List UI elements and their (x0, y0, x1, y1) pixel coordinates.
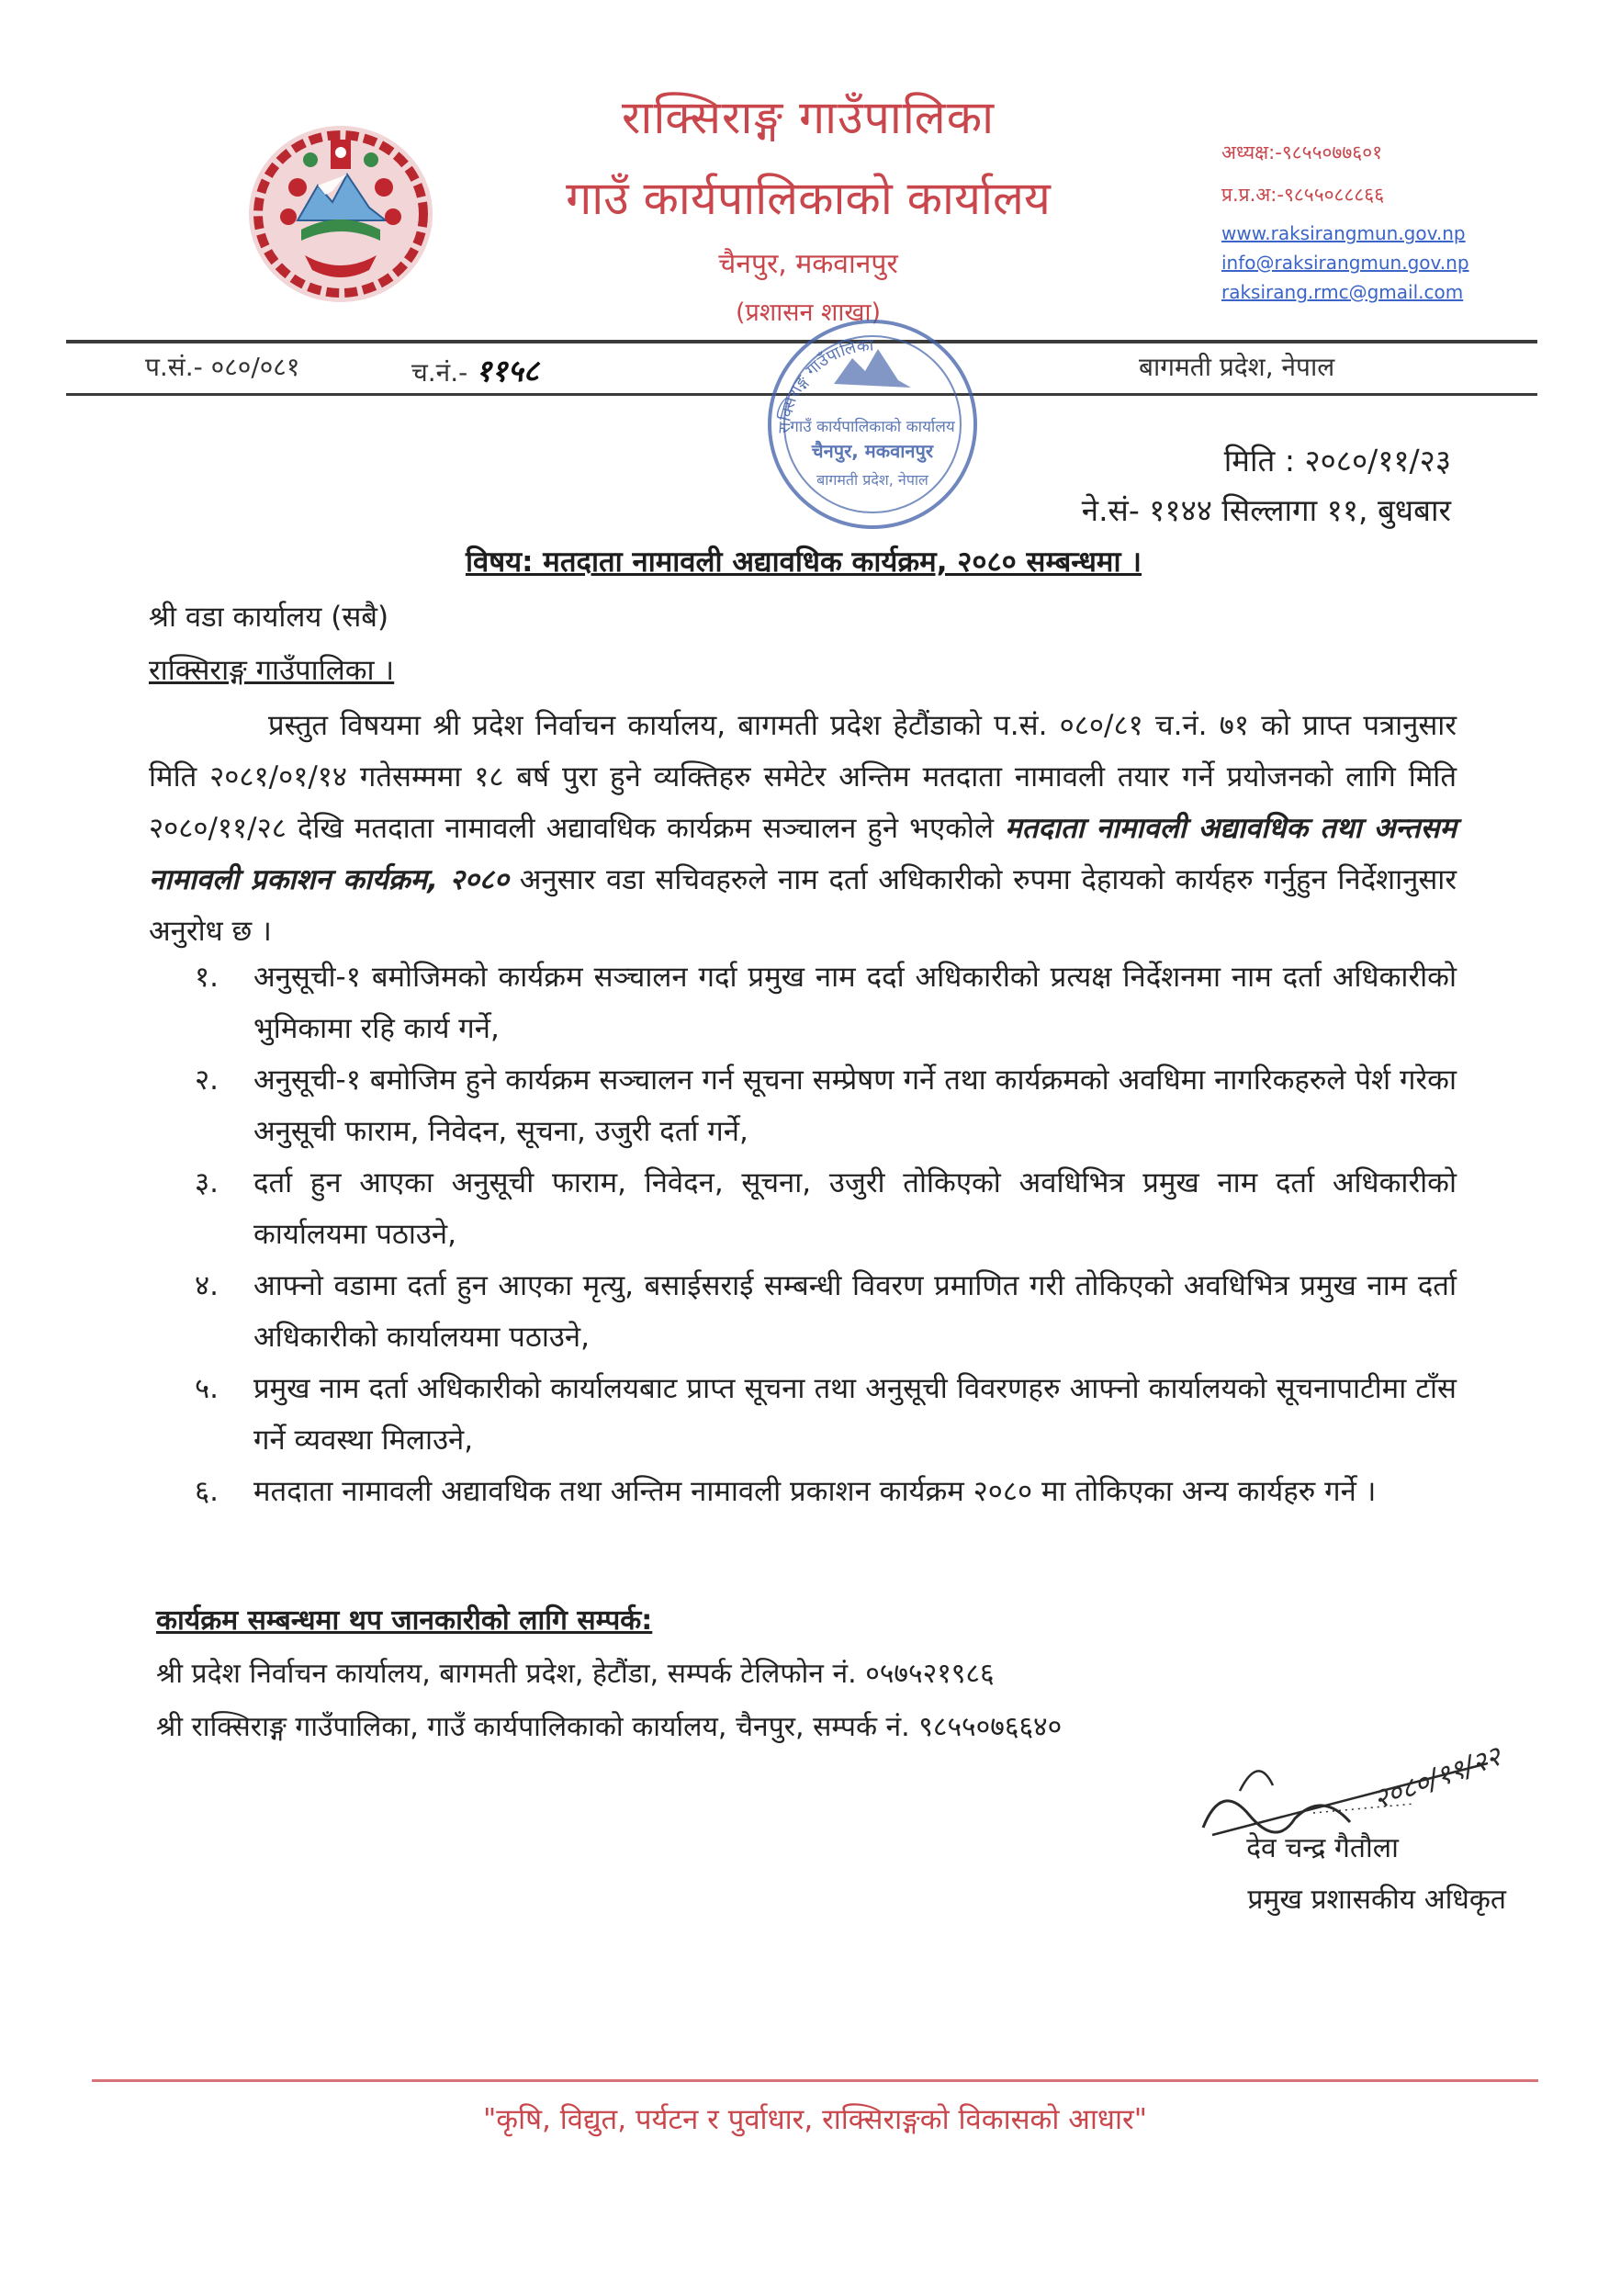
list-item-number: ५. (195, 1372, 219, 1405)
contact-line-election-office: श्री प्रदेश निर्वाचन कार्यालय, बागमती प्रदेश, हेटौंडा, सम्पर्क टेलिफोन नं. ०५७५२१९८६ (156, 1658, 995, 1690)
body-part2: अनुसार वडा सचिवहरुले नाम दर्ता अधिकारीको रुपमा देहायको कार्यहरु गर्नुहुन निर्देशानुसार अनुरोध छ । (149, 863, 1457, 948)
stamp-text-province: बागमती प्रदेश, नेपाल (816, 471, 928, 489)
list-item-number: २. (195, 1064, 219, 1097)
nepal-sambat-date: ने.सं- ११४४ सिल्लागा ११, बुधबार (1081, 492, 1451, 528)
email-link-info[interactable]: info@raksirangmun.gov.np (1221, 252, 1469, 274)
list-item-number: १. (195, 961, 219, 994)
signature-date: २०८०/११/२२ (1368, 1740, 1506, 1817)
list-item-text: दर्ता हुन आएका अनुसूची फाराम, निवेदन, सूचना, उजुरी तोकिएको अवधिभित्र प्रमुख नाम दर्ता अधिकारीको कार्यालयमा पठाउने, (253, 1166, 1457, 1251)
instruction-list (195, 951, 1457, 1517)
list-item (195, 1260, 1457, 1363)
addressee-line2: राक्सिराङ्ग गाउँपालिका । (149, 654, 395, 687)
stamp-text-office: गाउँ कार्यपालिकाको कार्यालय (790, 418, 955, 436)
list-item-text: अनुसूची-१ बमोजिमको कार्यक्रम सञ्चालन गर्दा प्रमुख नाम दर्दा अधिकारीको प्रत्यक्ष निर्देशनमा नाम दर्ता अधिकारीको भुमिकामा रहि कार्य गर्ने, (253, 961, 1457, 1045)
list-item-text: प्रमुख नाम दर्ता अधिकारीको कार्यालयबाट प्राप्त सूचना तथा अनुसूची विवरणहरु आफ्नो कार्यालयको सूचनापाटीमा टाँस गर्ने व्यवस्था मिलाउने, (253, 1372, 1457, 1457)
footer-slogan: "कृषि, विद्युत, पर्यटन र पुर्वाधार, राक्सिराङ्गको विकासको आधार" (483, 2103, 1147, 2136)
letter-date: मिति : २०८०/११/२३ (1223, 443, 1451, 478)
office-location: चैनपुर, मकवानपुर (718, 248, 898, 280)
province-name: बागमती प्रदेश, नेपाल (1139, 352, 1335, 382)
footer-rule (92, 2079, 1538, 2082)
municipality-name: राक्सिराङ्ग गाउँपालिका (621, 91, 996, 144)
list-item-number: ३. (195, 1166, 219, 1199)
office-name: गाउँ कार्यपालिकाको कार्यालय (566, 172, 1051, 225)
letter-body (149, 700, 1457, 957)
list-item-number: ४. (195, 1269, 219, 1302)
nepal-emblem-logo (241, 118, 441, 310)
contact-line-municipality: श्री राक्सिराङ्ग गाउँपालिका, गाउँ कार्यपालिकाको कार्यालय, चैनपुर, सम्पर्क नं. ९८५५०७६६४० (156, 1711, 1063, 1743)
chair-phone: अध्यक्ष:-९८५५०७७६०१ (1221, 141, 1383, 163)
contact-heading: कार्यक्रम सम्बन्धमा थप जानकारीको लागि सम्पर्क: (156, 1604, 653, 1637)
stamp-text-location: चैनपुर, मकवानपुर (811, 440, 934, 462)
body-emphasis: मतदाता नामावली अद्यावधिक तथा अन्तसम नामावली प्रकाशन कार्यक्रम, २०८० (149, 812, 1457, 896)
list-item (195, 951, 1457, 1054)
reference-number: प.सं.- ०८०/०८१ (145, 352, 300, 382)
body-part1: प्रस्तुत विषयमा श्री प्रदेश निर्वाचन कार्यालय, बागमती प्रदेश हेटौंडाको प.सं. ०८०/८१ च.नं. ७१ को प्राप्त पत्रानुसार मिति २०८१/०१/१४ गतेसम्ममा १८ बर्ष पुरा हुने व्यक्तिहरु समेटेर अन्तिम मतदाता नामावली तयार गर्ने प्रयोजनको लागि मिति २०८०/११/२८ देखि मतदाता नामावली अद्यावधिक कार्यक्रम सञ्चालन हुने भएकोले (149, 709, 1457, 845)
dispatch-label: च.नं.- (411, 357, 468, 388)
addressee-line1: श्री वडा कार्यालय (सबै) (149, 601, 389, 634)
dispatch-number (411, 349, 539, 390)
list-item-number: ६. (195, 1475, 219, 1508)
signatory-name: देव चन्द्र गैतौला (1246, 1832, 1399, 1864)
list-item-text: आफ्नो वडामा दर्ता हुन आएका मृत्यु, बसाईसराई सम्बन्धी विवरण प्रमाणित गरी तोकिएको अवधिभित्र प्रमुख नाम दर्ता अधिकारीको कार्यालयमा पठाउने, (253, 1269, 1457, 1354)
dispatch-number-handwritten: ११५८ (476, 353, 539, 388)
stamp-text-top: राक्सिराङ्ग गाउँपालिका (774, 335, 875, 434)
list-item-text: अनुसूची-१ बमोजिम हुने कार्यक्रम सञ्चालन गर्न सूचना सम्प्रेषण गर्ने तथा कार्यक्रमको अवधिमा नागरिकहरुले पेर्श गरेका अनुसूची फाराम, निवेदन, सूचना, उजुरी दर्ता गर्ने, (253, 1064, 1457, 1148)
email-link-gmail[interactable]: raksirang.rmc@gmail.com (1221, 281, 1464, 303)
list-item (195, 1157, 1457, 1260)
letter-subject: विषय: मतदाता नामावली अद्यावधिक कार्यक्रम, २०८० सम्बन्धमा । (465, 546, 1142, 579)
cao-phone: प्र.प्र.अ:-९८५५०८८८६६ (1221, 184, 1385, 206)
website-link[interactable]: www.raksirangmun.gov.np (1221, 222, 1466, 244)
list-item (195, 1054, 1457, 1157)
list-item (195, 1363, 1457, 1466)
office-section: (प्रशासन शाखा) (735, 298, 882, 327)
signatory-title: प्रमुख प्रशासकीय अधिकृत (1247, 1884, 1506, 1916)
list-item-text: मतदाता नामावली अद्यावधिक तथा अन्तिम नामावली प्रकाशन कार्यक्रम २०८० मा तोकिएका अन्य कार्यहरु गर्ने । (253, 1475, 1377, 1508)
list-item (195, 1466, 1457, 1517)
